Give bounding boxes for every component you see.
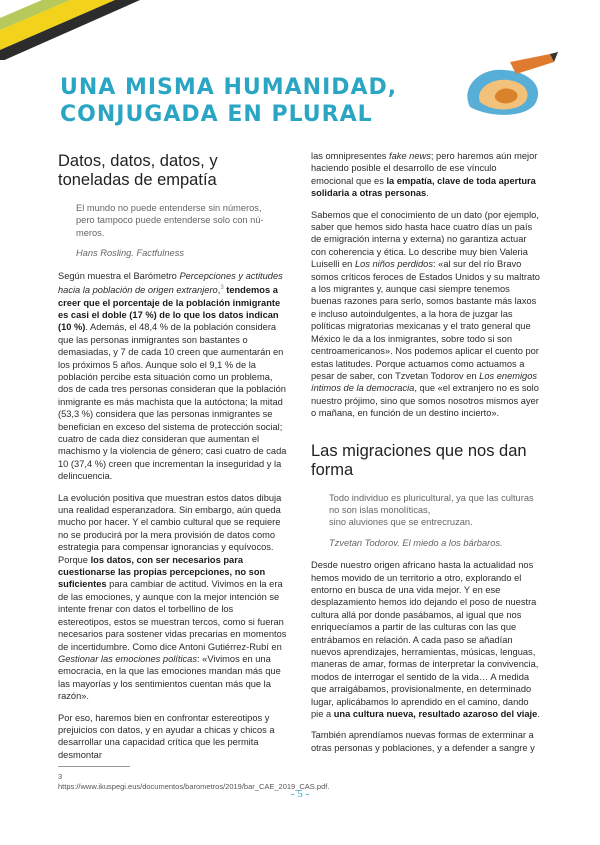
quote-author: Hans Rosling. Factfulness bbox=[76, 248, 184, 259]
quote-line: meros. bbox=[76, 227, 105, 238]
paragraph: Sabemos que el conocimiento de un dato (por ejemplo, saber que hemos sido hasta hace cuatro días un país de emigración interna y externa) no garantiza actuar con coherencia y ética. Lo describe muy bien Valeria Luiselli en Los niños perdidos: «al sur del río Bravo somos críticos feroces de Estados Unidos y su maltrato a los migrantes y, aunque casi siempre tenemos buenas razones para serlo, somos bastante más laxos e incluso autoindulgentes, a la hora de juzgar las políticas migratorias mexicanas y el trato general que México le da a los inmigrantes, sobre todo si son centroamericanos». Nos podemos aplicar el cuento por estas latitudes. Porque actuamos como actuamos a pesar de saber, con Tzvetan Todorov en Los enemigos íntimos de la democracia, que «el extranjero no es solo nuestro prójimo, sino que somos nosotros mismos ayer o mañana, en función de un destino incierto». bbox=[311, 209, 540, 419]
paragraph: La evolución positiva que muestran estos datos dibuja una realidad esperanzadora. Sin embargo, aún queda mucho por hacer. Y el cambio cultural que se requiere no se producirá por la mera provisión de datos como estrategia para compensar ignorancias y equívocos. Porque los datos, con ser necesarios para cuestionarse las propias percepciones, no son suficientes para cambiar de actitud. Vivimos en la era de las emociones, y aunque con la mejor intención se intente frenar con datos el torbellino de los estereotipos, estos se muestran tercos, como si fueran necesarios para sostener vidas precarias en momentos de incertidumbre. Como dice Antoni Gutiérrez-Rubí en Gestionar las emociones políticas: «Vivimos en una emocracia, en la que las emociones mandan más que las mayorías y los sentimientos cuentan más que la razón». bbox=[58, 492, 287, 702]
footnote-divider bbox=[58, 766, 130, 767]
section-heading-migrations: Las migraciones que nos dan forma bbox=[311, 441, 527, 479]
quote-author: Tzvetan Todorov. El miedo a los bárbaros. bbox=[329, 537, 503, 548]
footnote: 3 https://www.ikuspegi.eus/documentos/barometros/2019/bar_CAE_2019_CAS.pdf. bbox=[58, 772, 330, 791]
paragraph: Desde nuestro origen africano hasta la actualidad nos hemos movido de un territorio a otro, explorando el entorno en busca de una vida mejor. Y en ese desplazamiento hemos ido dejando el poso de nuestra cultura allá por donde pasábamos, al igual que nos enriquecíamos a partir de las culturas con las que entrábamos en relación. A cada paso se añadían nuevos aprendizajes, herramientas, músicas, lenguas, maneras de amar, formas de interpretar la convivencia, modos de interrogar el sentido de la vida… A medida que arraigábamos, provisionalmente, en determinado lugar, aplicábamos lo aprendido en el camino, dando pie a una cultura nueva, resultado azaroso del viaje. bbox=[311, 560, 540, 720]
left-column bbox=[58, 152, 288, 770]
page-title: UNA MISMA HUMANIDAD, CONJUGADA EN PLURAL bbox=[60, 75, 398, 127]
paragraph: Según muestra el Barómetro Percepciones y actitudes hacia la población de origen extranjero,$^3$ tendemos a creer que el porcentaje de la población inmigrante es casi el doble (17 %) de lo que los datos indican (10 %). Además, el 48,4 % de la población considera que las personas inmigrantes son bastantes o demasiadas, y 7 de cada 10 creen que aumentarán en los próximos 5 años. Aunque solo el 9,1 % de la población percibe esta situación como un problema, dos de cada tres personas consideran que la población inmigrante es más machista que la autóctona; la mitad (53,3 %) considera que las personas inmigrantes se benefician en exceso del sistema de protección social; cuatro de cada diez consideran que aumentan el machismo y la violencia de género; casi cuatro de cada 10 (37,4 %) creen que incrementan la inseguridad y la delincuencia. bbox=[58, 270, 287, 482]
epigraph-quote bbox=[329, 492, 541, 529]
right-column bbox=[311, 150, 541, 763]
paragraph: Por eso, haremos bien en confrontar estereotipos y prejuicios con datos, y en ayudar a chicas y chicos a desarrollar una capacidad crítica que les permita desmontar bbox=[58, 712, 275, 760]
page-number: - 5 - bbox=[290, 788, 310, 800]
quote-line: El mundo no puede entenderse sin números, bbox=[76, 203, 262, 213]
footnote-ref[interactable]: 3 bbox=[220, 285, 224, 292]
quote-line: pero tampoco puede entenderse solo con nú- bbox=[76, 215, 264, 226]
quote-line: sino aluviones que se entrecruzan. bbox=[329, 517, 473, 528]
paragraph: las omnipresentes fake news; pero haremos aún mejor haciendo posible el desarrollo de ese vínculo emocional que es la empatía, clave de toda apertura solidaria a otras personas. bbox=[311, 151, 538, 199]
section-heading-data: Datos, datos, datos, y toneladas de empatía bbox=[58, 152, 218, 189]
quote-line: Todo individuo es pluricultural, ya que las culturas no son islas monolíticas, bbox=[329, 492, 534, 515]
paragraph: También aprendíamos nuevas formas de exterminar a otras personas y poblaciones, y a defender a sangre y bbox=[311, 730, 535, 753]
epigraph-quote bbox=[76, 202, 288, 239]
corner-stripes-decoration bbox=[0, 0, 140, 60]
